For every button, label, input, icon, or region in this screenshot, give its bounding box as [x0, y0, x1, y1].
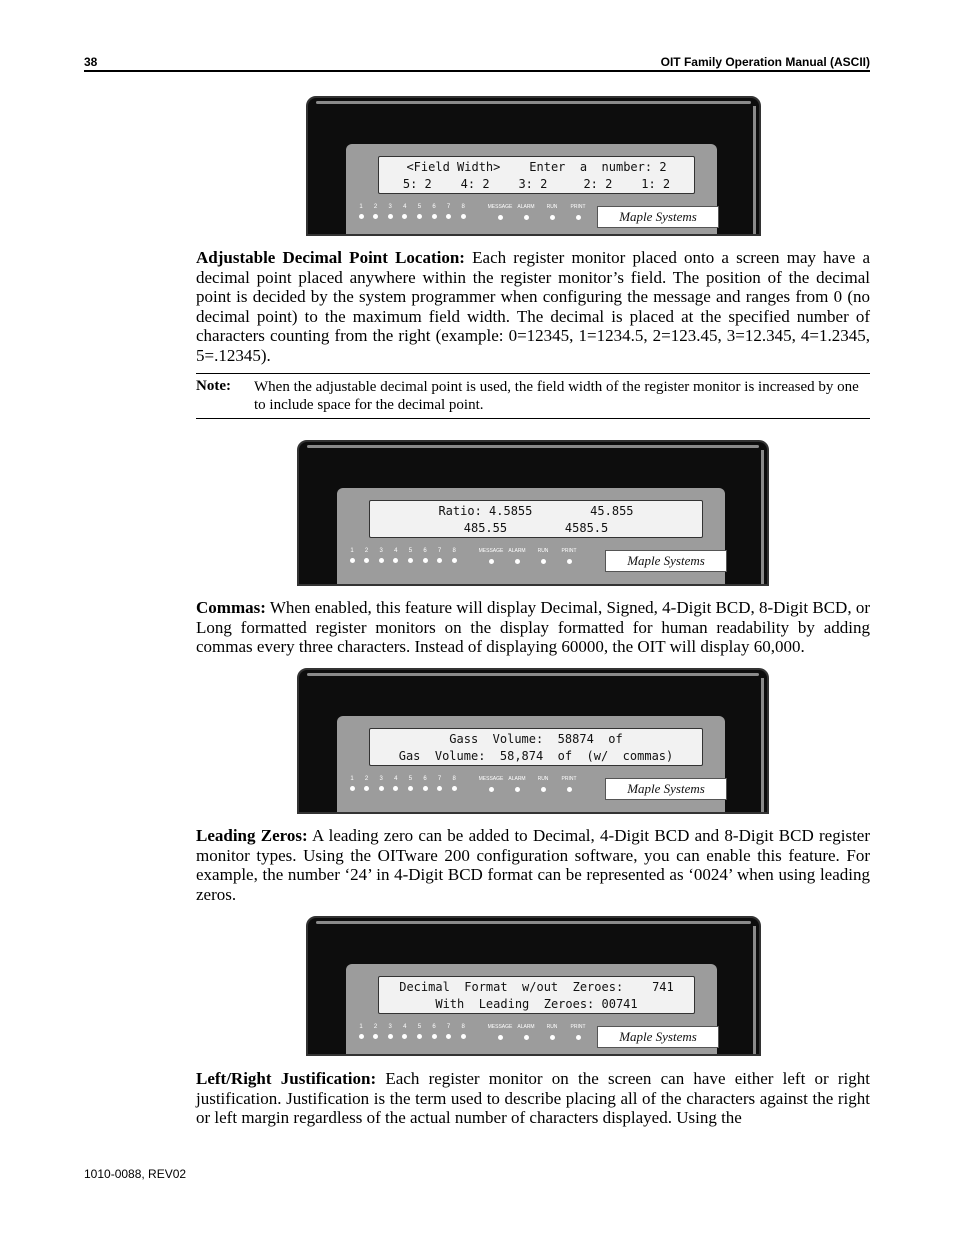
function-key-4[interactable] [398, 204, 412, 219]
leading-zeros-heading: Leading Zeros: [196, 826, 308, 845]
indicator-print [555, 776, 583, 792]
lcd-screen [369, 500, 703, 538]
key-label: 2 [364, 548, 369, 554]
key-led-icon [402, 214, 407, 219]
indicator-led-icon [567, 559, 572, 564]
function-key-2[interactable] [369, 204, 383, 219]
key-label: 7 [437, 776, 442, 782]
indicator-led-icon [541, 559, 546, 564]
key-led-icon [379, 558, 384, 563]
lcd-line-1: Decimal Format w/out Zeroes: 741 [399, 980, 674, 994]
key-led-icon [402, 1034, 407, 1039]
indicator-led-icon [498, 215, 503, 220]
key-label: 7 [446, 204, 451, 210]
key-led-icon [432, 214, 437, 219]
lcd-screen [378, 156, 695, 194]
lcd-line-2: With Leading Zeroes: 00741 [435, 997, 638, 1011]
indicator-led-icon [498, 1035, 503, 1040]
key-led-icon [437, 558, 442, 563]
key-label: 4 [394, 548, 398, 554]
page-header [84, 55, 870, 71]
indicator-led-icon [489, 559, 494, 564]
function-key-7[interactable] [433, 548, 447, 563]
lcd-line-1: Ratio: 4.5855 45.855 [438, 504, 634, 518]
key-led-icon [446, 214, 451, 219]
bezel-highlight [307, 673, 759, 676]
lcd-line-2: 5: 2 4: 2 3: 2 2: 2 1: 2 [402, 177, 671, 191]
bezel-highlight [761, 450, 764, 584]
justification-text: Each register monitor on the screen can have either left or right justification. Justification is the term used to describe placing all of the characters against the right or left margin regardless of the actual number of characters displayed. Using the [196, 1069, 871, 1128]
key-label: 8 [452, 548, 456, 554]
indicator-run [529, 776, 557, 792]
indicator-led-icon [541, 787, 546, 792]
function-keys [354, 1024, 604, 1050]
oit-panel [337, 488, 725, 584]
bezel-highlight [753, 926, 756, 1054]
key-label: 6 [432, 1024, 436, 1030]
key-label: 5 [408, 548, 413, 554]
indicator-led-icon [524, 215, 529, 220]
function-key-1[interactable] [354, 1024, 368, 1039]
oit-panel [346, 144, 717, 234]
key-led-icon [408, 786, 413, 791]
key-led-icon [417, 214, 422, 219]
function-key-7[interactable] [433, 776, 447, 791]
indicator-label: MESSAGE [487, 1024, 513, 1030]
key-label: 1 [359, 204, 363, 210]
indicator-message [486, 204, 514, 220]
key-led-icon [373, 214, 378, 219]
indicator-label: ALARM [508, 548, 526, 554]
page-number: 38 [84, 55, 98, 69]
indicator-print [564, 1024, 592, 1040]
indicator-label: PRINT [561, 776, 577, 782]
key-label: 6 [432, 204, 436, 210]
indicator-label: ALARM [508, 776, 526, 782]
bezel-highlight [761, 678, 764, 812]
function-key-3[interactable] [383, 204, 397, 219]
indicator-label: ALARM [517, 204, 535, 210]
oit-display-3 [297, 668, 769, 814]
indicator-label: PRINT [570, 204, 586, 210]
lcd-line-1: Gass Volume: 58874 of [449, 732, 623, 746]
function-key-7[interactable] [442, 204, 456, 219]
key-led-icon [388, 1034, 393, 1039]
key-label: 3 [379, 776, 383, 782]
indicator-led-icon [576, 1035, 581, 1040]
note-text: When the adjustable decimal point is used, the field width of the register monitor is increased by one to include space for the decimal point. [254, 379, 859, 413]
function-key-2[interactable] [369, 1024, 383, 1039]
key-label: 2 [373, 204, 378, 210]
key-led-icon [437, 786, 442, 791]
bezel-highlight [753, 106, 756, 234]
function-key-2[interactable] [360, 548, 374, 563]
function-key-1[interactable] [345, 548, 359, 563]
indicator-label: RUN [537, 548, 549, 554]
key-led-icon [393, 558, 398, 563]
function-key-2[interactable] [360, 776, 374, 791]
bezel-highlight [307, 445, 759, 448]
leading-zeros-text: A leading zero can be added to Decimal, 4-Digit BCD and 8-Digit BCD register monitor types. Using the OITware 200 configuration software, you can enable this feature. For example, the number ‘24’ in 4-Digit BCD format can be represented as ‘0024’ when using leading zeros. [196, 826, 870, 904]
key-led-icon [359, 1034, 364, 1039]
commas-text: When enabled, this feature will display Decimal, Signed, 4-Digit BCD, 8-Digit BCD, or Long formatted register monitors on the display formatted for human readability by adding commas every three characters. Instead of displaying 60000, the OIT will display 60,000. [196, 598, 870, 657]
key-led-icon [350, 786, 355, 791]
indicator-label: PRINT [561, 548, 577, 554]
key-led-icon [461, 214, 466, 219]
maple-systems-logo: Maple Systems [597, 206, 719, 228]
key-label: 2 [364, 776, 369, 782]
function-key-8[interactable] [447, 776, 461, 791]
function-key-5[interactable] [403, 548, 417, 563]
key-label: 5 [408, 776, 413, 782]
key-label: 1 [359, 1024, 363, 1030]
indicator-alarm [503, 548, 531, 564]
justification-paragraph [196, 1069, 870, 1128]
indicator-message [486, 1024, 514, 1040]
key-label: 4 [403, 204, 407, 210]
key-label: 4 [394, 776, 398, 782]
key-led-icon [461, 1034, 466, 1039]
key-label: 3 [388, 1024, 392, 1030]
indicator-run [529, 548, 557, 564]
function-key-6[interactable] [418, 548, 432, 563]
bezel-highlight [316, 921, 751, 924]
justification-heading: Left/Right Justification: [196, 1069, 377, 1088]
function-key-6[interactable] [427, 1024, 441, 1039]
function-key-6[interactable] [427, 204, 441, 219]
key-led-icon [393, 786, 398, 791]
key-label: 3 [379, 548, 383, 554]
indicator-alarm [512, 1024, 540, 1040]
maple-systems-logo: Maple Systems [605, 550, 727, 572]
indicator-label: RUN [537, 776, 549, 782]
function-key-7[interactable] [442, 1024, 456, 1039]
indicator-message [477, 776, 505, 792]
indicator-led-icon [550, 1035, 555, 1040]
function-key-3[interactable] [374, 548, 388, 563]
function-key-3[interactable] [374, 776, 388, 791]
indicator-run [538, 204, 566, 220]
lcd-screen [378, 976, 695, 1014]
key-label: 1 [350, 548, 354, 554]
function-key-5[interactable] [412, 1024, 426, 1039]
function-key-5[interactable] [412, 204, 426, 219]
function-key-8[interactable] [456, 1024, 470, 1039]
indicator-message [477, 548, 505, 564]
key-led-icon [359, 214, 364, 219]
indicator-led-icon [489, 787, 494, 792]
key-label: 7 [437, 548, 442, 554]
key-label: 5 [417, 1024, 422, 1030]
lcd-line-2: Gas Volume: 58,874 of (w/ commas) [398, 749, 674, 763]
key-label: 8 [461, 204, 465, 210]
indicator-led-icon [576, 215, 581, 220]
indicator-alarm [503, 776, 531, 792]
key-label: 8 [461, 1024, 465, 1030]
lcd-line-1: <Field Width> Enter a number: 2 [406, 160, 667, 174]
indicator-led-icon [515, 559, 520, 564]
oit-panel [337, 716, 725, 812]
key-led-icon [364, 558, 369, 563]
oit-display-4 [306, 916, 761, 1056]
indicator-label: RUN [546, 204, 558, 210]
decimal-point-heading: Adjustable Decimal Point Location: [196, 248, 465, 267]
indicator-label: MESSAGE [478, 548, 504, 554]
key-label: 4 [403, 1024, 407, 1030]
indicator-print [564, 204, 592, 220]
indicator-led-icon [550, 215, 555, 220]
function-keys [345, 776, 595, 802]
indicator-print [555, 548, 583, 564]
function-key-6[interactable] [418, 776, 432, 791]
function-key-8[interactable] [447, 548, 461, 563]
key-led-icon [452, 558, 457, 563]
oit-display-2 [297, 440, 769, 586]
key-led-icon [452, 786, 457, 791]
function-keys [345, 548, 595, 574]
key-label: 7 [446, 1024, 451, 1030]
key-led-icon [408, 558, 413, 563]
indicator-led-icon [524, 1035, 529, 1040]
commas-paragraph [196, 598, 870, 657]
leading-zeros-paragraph [196, 826, 870, 904]
key-led-icon [417, 1034, 422, 1039]
indicator-label: MESSAGE [478, 776, 504, 782]
indicator-label: ALARM [517, 1024, 535, 1030]
indicator-label: RUN [546, 1024, 558, 1030]
decimal-point-paragraph [196, 248, 870, 366]
function-key-3[interactable] [383, 1024, 397, 1039]
key-led-icon [350, 558, 355, 563]
manual-title: OIT Family Operation Manual (ASCII) [660, 55, 870, 69]
function-key-4[interactable] [389, 776, 403, 791]
key-led-icon [446, 1034, 451, 1039]
key-led-icon [373, 1034, 378, 1039]
indicator-label: PRINT [570, 1024, 586, 1030]
key-label: 3 [388, 204, 392, 210]
key-label: 6 [423, 776, 427, 782]
key-label: 2 [373, 1024, 378, 1030]
indicator-label: MESSAGE [487, 204, 513, 210]
function-key-1[interactable] [354, 204, 368, 219]
lcd-line-2: 485.55 4585.5 [463, 521, 609, 535]
function-key-1[interactable] [345, 776, 359, 791]
lcd-screen [369, 728, 703, 766]
maple-systems-logo: Maple Systems [605, 778, 727, 800]
oit-panel [346, 964, 717, 1054]
function-keys [354, 204, 604, 230]
key-led-icon [423, 558, 428, 563]
key-led-icon [423, 786, 428, 791]
key-led-icon [364, 786, 369, 791]
function-key-5[interactable] [403, 776, 417, 791]
key-label: 1 [350, 776, 354, 782]
key-led-icon [379, 786, 384, 791]
decimal-point-text: Each register monitor placed onto a screen may have a decimal point placed anywhere within the register monitor’s field. The position of the decimal point is decided by the system programmer when configuring the message and ranges from 0 (no decimal point) to the maximum field width. The decimal is placed at the specified number of characters counting from the right (example: 0=12345, 1=1234.5, 2=123.45, 3=12.345, 4=1.2345, 5=.12345). [196, 248, 870, 365]
note-label: Note: [196, 378, 231, 394]
footer-doc-id: 1010-0088, REV02 [84, 1167, 187, 1181]
note-box [196, 373, 870, 419]
bezel-highlight [316, 101, 751, 104]
indicator-led-icon [567, 787, 572, 792]
indicator-alarm [512, 204, 540, 220]
key-led-icon [388, 214, 393, 219]
maple-systems-logo: Maple Systems [597, 1026, 719, 1048]
indicator-led-icon [515, 787, 520, 792]
key-label: 8 [452, 776, 456, 782]
oit-display-1 [306, 96, 761, 236]
indicator-run [538, 1024, 566, 1040]
key-led-icon [432, 1034, 437, 1039]
header-rule [84, 70, 870, 72]
function-key-8[interactable] [456, 204, 470, 219]
key-label: 5 [417, 204, 422, 210]
key-label: 6 [423, 548, 427, 554]
function-key-4[interactable] [398, 1024, 412, 1039]
commas-heading: Commas: [196, 598, 266, 617]
function-key-4[interactable] [389, 548, 403, 563]
